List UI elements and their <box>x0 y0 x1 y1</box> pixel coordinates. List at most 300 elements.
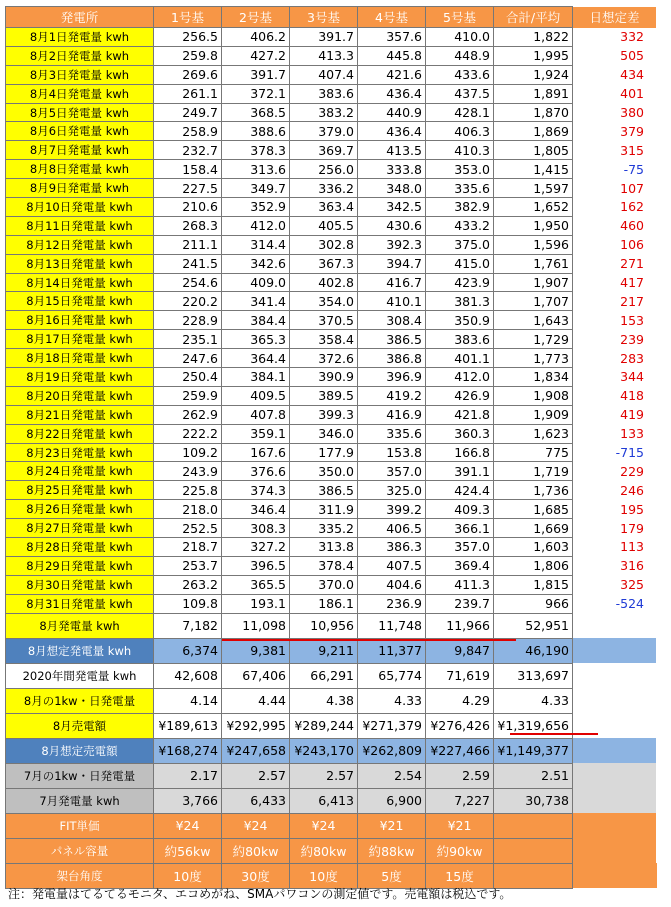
summary-label-cell[interactable]: 8月の1kw・日発電量 <box>6 688 154 713</box>
value-cell[interactable]: 409.3 <box>426 500 494 519</box>
value-cell[interactable]: 433.2 <box>426 216 494 235</box>
value-cell[interactable]: 333.8 <box>358 160 426 179</box>
value-cell[interactable]: 1,652 <box>494 198 573 217</box>
value-cell[interactable]: 1,597 <box>494 179 573 198</box>
value-cell[interactable]: 1,909 <box>494 405 573 424</box>
summary-value-cell[interactable]: 6,900 <box>358 788 426 813</box>
value-cell[interactable]: 241.5 <box>154 254 222 273</box>
value-cell[interactable]: 364.4 <box>222 349 290 368</box>
daily-diff-cell[interactable]: -75 <box>623 161 644 177</box>
summary-value-cell[interactable]: ¥243,170 <box>290 738 358 763</box>
value-cell[interactable]: 412.0 <box>426 368 494 387</box>
value-cell[interactable]: 391.7 <box>222 65 290 84</box>
value-cell[interactable]: 1,603 <box>494 538 573 557</box>
value-cell[interactable]: 177.9 <box>290 443 358 462</box>
value-cell[interactable]: 211.1 <box>154 235 222 254</box>
value-cell[interactable]: 247.6 <box>154 349 222 368</box>
summary-value-cell[interactable]: 4.33 <box>358 688 426 713</box>
row-label-cell[interactable]: 8月12日発電量 kwh <box>6 235 154 254</box>
value-cell[interactable]: 109.2 <box>154 443 222 462</box>
value-cell[interactable]: 1,806 <box>494 556 573 575</box>
row-label-cell[interactable]: 8月9日発電量 kwh <box>6 179 154 198</box>
value-cell[interactable]: 386.8 <box>358 349 426 368</box>
row-label-cell[interactable]: 8月18日発電量 kwh <box>6 349 154 368</box>
value-cell[interactable]: 369.7 <box>290 141 358 160</box>
value-cell[interactable]: 352.9 <box>222 198 290 217</box>
summary-value-cell[interactable]: 65,774 <box>358 663 426 688</box>
value-cell[interactable]: 423.9 <box>426 273 494 292</box>
summary-value-cell[interactable]: ¥21 <box>426 813 494 838</box>
value-cell[interactable]: 409.0 <box>222 273 290 292</box>
value-cell[interactable]: 369.4 <box>426 556 494 575</box>
value-cell[interactable]: 410.3 <box>426 141 494 160</box>
value-cell[interactable]: 353.0 <box>426 160 494 179</box>
value-cell[interactable]: 386.3 <box>358 538 426 557</box>
daily-diff-cell[interactable]: 179 <box>620 520 644 536</box>
value-cell[interactable]: 1,643 <box>494 311 573 330</box>
value-cell[interactable]: 325.0 <box>358 481 426 500</box>
value-cell[interactable]: 308.3 <box>222 519 290 538</box>
value-cell[interactable]: 349.7 <box>222 179 290 198</box>
value-cell[interactable]: 390.9 <box>290 368 358 387</box>
summary-value-cell[interactable]: ¥227,466 <box>426 738 494 763</box>
value-cell[interactable]: 350.0 <box>290 462 358 481</box>
value-cell[interactable]: 335.2 <box>290 519 358 538</box>
value-cell[interactable]: 350.9 <box>426 311 494 330</box>
value-cell[interactable]: 327.2 <box>222 538 290 557</box>
value-cell[interactable]: 376.6 <box>222 462 290 481</box>
row-label-cell[interactable]: 8月14日発電量 kwh <box>6 273 154 292</box>
value-cell[interactable]: 383.6 <box>290 84 358 103</box>
value-cell[interactable]: 384.1 <box>222 368 290 387</box>
row-label-cell[interactable]: 8月31日発電量 kwh <box>6 594 154 613</box>
value-cell[interactable]: 378.3 <box>222 141 290 160</box>
summary-value-cell[interactable]: 30,738 <box>494 788 573 813</box>
daily-diff-cell[interactable]: 419 <box>620 407 644 423</box>
row-label-cell[interactable]: 8月30日発電量 kwh <box>6 575 154 594</box>
value-cell[interactable]: 239.7 <box>426 594 494 613</box>
value-cell[interactable]: 1,834 <box>494 368 573 387</box>
summary-value-cell[interactable]: ¥262,809 <box>358 738 426 763</box>
value-cell[interactable]: 428.1 <box>426 103 494 122</box>
summary-value-cell[interactable]: 5度 <box>358 863 426 888</box>
value-cell[interactable]: 424.4 <box>426 481 494 500</box>
value-cell[interactable]: 368.5 <box>222 103 290 122</box>
value-cell[interactable]: 389.5 <box>290 386 358 405</box>
summary-value-cell[interactable]: 10度 <box>154 863 222 888</box>
daily-diff-cell[interactable]: 505 <box>620 48 644 64</box>
value-cell[interactable]: 1,815 <box>494 575 573 594</box>
value-cell[interactable]: 153.8 <box>358 443 426 462</box>
row-label-cell[interactable]: 8月23日発電量 kwh <box>6 443 154 462</box>
value-cell[interactable]: 249.7 <box>154 103 222 122</box>
value-cell[interactable]: 359.1 <box>222 424 290 443</box>
daily-diff-cell[interactable]: 380 <box>620 105 644 120</box>
value-cell[interactable]: 210.6 <box>154 198 222 217</box>
summary-value-cell[interactable]: 約90kw <box>426 838 494 863</box>
summary-value-cell[interactable]: ¥1,149,377 <box>494 738 573 763</box>
summary-value-cell[interactable] <box>494 813 573 838</box>
value-cell[interactable]: 1,729 <box>494 330 573 349</box>
value-cell[interactable]: 1,995 <box>494 46 573 65</box>
daily-diff-cell[interactable]: 246 <box>620 482 644 498</box>
row-label-cell[interactable]: 8月28日発電量 kwh <box>6 538 154 557</box>
summary-value-cell[interactable]: 66,291 <box>290 663 358 688</box>
value-cell[interactable]: 421.8 <box>426 405 494 424</box>
value-cell[interactable]: 413.5 <box>358 141 426 160</box>
value-cell[interactable]: 372.1 <box>222 84 290 103</box>
row-label-cell[interactable]: 8月11日発電量 kwh <box>6 216 154 235</box>
value-cell[interactable]: 1,761 <box>494 254 573 273</box>
value-cell[interactable]: 258.9 <box>154 122 222 141</box>
summary-value-cell[interactable]: ¥289,244 <box>290 713 358 738</box>
value-cell[interactable]: 383.2 <box>290 103 358 122</box>
value-cell[interactable]: 372.6 <box>290 349 358 368</box>
value-cell[interactable]: 427.2 <box>222 46 290 65</box>
value-cell[interactable]: 440.9 <box>358 103 426 122</box>
value-cell[interactable]: 448.9 <box>426 46 494 65</box>
value-cell[interactable]: 399.3 <box>290 405 358 424</box>
value-cell[interactable]: 437.5 <box>426 84 494 103</box>
daily-diff-cell[interactable]: 239 <box>620 331 644 347</box>
value-cell[interactable]: 1,907 <box>494 273 573 292</box>
value-cell[interactable]: 375.0 <box>426 235 494 254</box>
value-cell[interactable]: 966 <box>494 594 573 613</box>
value-cell[interactable]: 346.4 <box>222 500 290 519</box>
summary-value-cell[interactable]: ¥24 <box>154 813 222 838</box>
summary-value-cell[interactable]: 4.38 <box>290 688 358 713</box>
value-cell[interactable]: 193.1 <box>222 594 290 613</box>
value-cell[interactable]: 336.2 <box>290 179 358 198</box>
value-cell[interactable]: 256.0 <box>290 160 358 179</box>
daily-diff-cell[interactable]: 460 <box>620 218 644 234</box>
summary-value-cell[interactable]: 46,190 <box>494 638 573 663</box>
value-cell[interactable]: 1,719 <box>494 462 573 481</box>
summary-value-cell[interactable]: 6,433 <box>222 788 290 813</box>
value-cell[interactable]: 263.2 <box>154 575 222 594</box>
value-cell[interactable]: 227.5 <box>154 179 222 198</box>
row-label-cell[interactable]: 8月20日発電量 kwh <box>6 386 154 405</box>
daily-diff-cell[interactable]: 162 <box>620 199 644 215</box>
summary-value-cell[interactable]: 約80kw <box>222 838 290 863</box>
value-cell[interactable]: 220.2 <box>154 292 222 311</box>
value-cell[interactable]: 335.6 <box>358 424 426 443</box>
value-cell[interactable]: 218.0 <box>154 500 222 519</box>
row-label-cell[interactable]: 8月21日発電量 kwh <box>6 405 154 424</box>
summary-value-cell[interactable]: 42,608 <box>154 663 222 688</box>
value-cell[interactable]: 348.0 <box>358 179 426 198</box>
value-cell[interactable]: 411.3 <box>426 575 494 594</box>
value-cell[interactable]: 401.1 <box>426 349 494 368</box>
value-cell[interactable]: 1,950 <box>494 216 573 235</box>
value-cell[interactable]: 416.7 <box>358 273 426 292</box>
value-cell[interactable]: 186.1 <box>290 594 358 613</box>
row-label-cell[interactable]: 8月22日発電量 kwh <box>6 424 154 443</box>
summary-label-cell[interactable]: 8月発電量 kwh <box>6 613 154 638</box>
value-cell[interactable]: 357.0 <box>358 462 426 481</box>
value-cell[interactable]: 407.8 <box>222 405 290 424</box>
value-cell[interactable]: 379.0 <box>290 122 358 141</box>
daily-diff-cell[interactable]: 133 <box>620 426 644 442</box>
value-cell[interactable]: 402.8 <box>290 273 358 292</box>
value-cell[interactable]: 1,891 <box>494 84 573 103</box>
value-cell[interactable]: 378.4 <box>290 556 358 575</box>
daily-diff-cell[interactable]: 344 <box>620 369 644 385</box>
daily-diff-cell[interactable]: 332 <box>620 29 644 45</box>
value-cell[interactable]: 391.7 <box>290 28 358 47</box>
header-cell-total[interactable]: 合計/平均 <box>494 7 573 28</box>
value-cell[interactable]: 396.5 <box>222 556 290 575</box>
daily-diff-cell[interactable]: 229 <box>620 463 644 479</box>
value-cell[interactable]: 406.2 <box>222 28 290 47</box>
value-cell[interactable]: 232.7 <box>154 141 222 160</box>
header-cell-unit4[interactable]: 4号基 <box>358 7 426 28</box>
summary-label-cell[interactable]: 架台角度 <box>6 863 154 888</box>
summary-value-cell[interactable]: 4.14 <box>154 688 222 713</box>
summary-value-cell[interactable]: 4.33 <box>494 688 573 713</box>
value-cell[interactable]: 1,908 <box>494 386 573 405</box>
summary-value-cell[interactable]: 52,951 <box>494 613 573 638</box>
summary-value-cell[interactable]: ¥189,613 <box>154 713 222 738</box>
summary-value-cell[interactable]: ¥168,274 <box>154 738 222 763</box>
value-cell[interactable]: 1,869 <box>494 122 573 141</box>
row-label-cell[interactable]: 8月6日発電量 kwh <box>6 122 154 141</box>
summary-value-cell[interactable]: 2.54 <box>358 763 426 788</box>
value-cell[interactable]: 396.9 <box>358 368 426 387</box>
value-cell[interactable]: 313.6 <box>222 160 290 179</box>
header-cell-station[interactable]: 発電所 <box>6 7 154 28</box>
summary-value-cell[interactable]: 4.44 <box>222 688 290 713</box>
row-label-cell[interactable]: 8月24日発電量 kwh <box>6 462 154 481</box>
value-cell[interactable]: 252.5 <box>154 519 222 538</box>
summary-value-cell[interactable]: ¥24 <box>290 813 358 838</box>
value-cell[interactable]: 269.6 <box>154 65 222 84</box>
summary-value-cell[interactable]: 2.51 <box>494 763 573 788</box>
value-cell[interactable]: 311.9 <box>290 500 358 519</box>
summary-value-cell[interactable]: 11,966 <box>426 613 494 638</box>
value-cell[interactable]: 381.3 <box>426 292 494 311</box>
value-cell[interactable]: 259.8 <box>154 46 222 65</box>
value-cell[interactable]: 302.8 <box>290 235 358 254</box>
summary-value-cell[interactable]: 10,956 <box>290 613 358 638</box>
summary-value-cell[interactable]: 10度 <box>290 863 358 888</box>
summary-value-cell[interactable]: 約56kw <box>154 838 222 863</box>
daily-diff-cell[interactable]: 217 <box>620 293 644 309</box>
row-label-cell[interactable]: 8月15日発電量 kwh <box>6 292 154 311</box>
summary-label-cell[interactable]: 7月の1kw・日発電量 <box>6 763 154 788</box>
summary-value-cell[interactable]: 7,227 <box>426 788 494 813</box>
summary-value-cell[interactable]: 約80kw <box>290 838 358 863</box>
value-cell[interactable]: 399.2 <box>358 500 426 519</box>
summary-value-cell[interactable]: 2.17 <box>154 763 222 788</box>
summary-value-cell[interactable]: 30度 <box>222 863 290 888</box>
row-label-cell[interactable]: 8月3日発電量 kwh <box>6 65 154 84</box>
value-cell[interactable]: 335.6 <box>426 179 494 198</box>
daily-diff-cell[interactable]: 325 <box>620 577 644 593</box>
value-cell[interactable]: 416.9 <box>358 405 426 424</box>
value-cell[interactable]: 383.6 <box>426 330 494 349</box>
value-cell[interactable]: 308.4 <box>358 311 426 330</box>
summary-value-cell[interactable]: 9,847 <box>426 638 494 663</box>
value-cell[interactable]: 436.4 <box>358 84 426 103</box>
value-cell[interactable]: 363.4 <box>290 198 358 217</box>
value-cell[interactable]: 167.6 <box>222 443 290 462</box>
value-cell[interactable]: 405.5 <box>290 216 358 235</box>
value-cell[interactable]: 235.1 <box>154 330 222 349</box>
daily-diff-cell[interactable]: 316 <box>620 558 644 574</box>
row-label-cell[interactable]: 8月26日発電量 kwh <box>6 500 154 519</box>
value-cell[interactable]: 367.3 <box>290 254 358 273</box>
value-cell[interactable]: 406.5 <box>358 519 426 538</box>
value-cell[interactable]: 346.0 <box>290 424 358 443</box>
row-label-cell[interactable]: 8月16日発電量 kwh <box>6 311 154 330</box>
summary-value-cell[interactable]: 2.57 <box>290 763 358 788</box>
summary-value-cell[interactable]: 3,766 <box>154 788 222 813</box>
value-cell[interactable]: 382.9 <box>426 198 494 217</box>
value-cell[interactable]: 412.0 <box>222 216 290 235</box>
value-cell[interactable]: 384.4 <box>222 311 290 330</box>
summary-value-cell[interactable]: 11,748 <box>358 613 426 638</box>
value-cell[interactable]: 365.3 <box>222 330 290 349</box>
summary-value-cell[interactable]: 2.59 <box>426 763 494 788</box>
header-cell-daily-diff[interactable]: 日想定差 <box>573 7 657 28</box>
value-cell[interactable]: 386.5 <box>358 330 426 349</box>
summary-value-cell[interactable]: 約88kw <box>358 838 426 863</box>
value-cell[interactable]: 1,669 <box>494 519 573 538</box>
daily-diff-cell[interactable]: -524 <box>615 596 644 612</box>
value-cell[interactable]: 1,596 <box>494 235 573 254</box>
row-label-cell[interactable]: 8月4日発電量 kwh <box>6 84 154 103</box>
value-cell[interactable]: 314.4 <box>222 235 290 254</box>
value-cell[interactable]: 1,773 <box>494 349 573 368</box>
row-label-cell[interactable]: 8月8日発電量 kwh <box>6 160 154 179</box>
daily-diff-cell[interactable]: 195 <box>620 501 644 517</box>
summary-value-cell[interactable]: ¥276,426 <box>426 713 494 738</box>
value-cell[interactable]: 228.9 <box>154 311 222 330</box>
value-cell[interactable]: 259.9 <box>154 386 222 405</box>
summary-label-cell[interactable]: パネル容量 <box>6 838 154 863</box>
value-cell[interactable]: 236.9 <box>358 594 426 613</box>
summary-value-cell[interactable]: ¥21 <box>358 813 426 838</box>
summary-label-cell[interactable]: FIT単価 <box>6 813 154 838</box>
summary-value-cell[interactable]: 9,381 <box>222 638 290 663</box>
value-cell[interactable]: 370.0 <box>290 575 358 594</box>
value-cell[interactable]: 775 <box>494 443 573 462</box>
daily-diff-cell[interactable]: 315 <box>620 142 644 158</box>
daily-diff-cell[interactable]: 107 <box>620 180 644 196</box>
row-label-cell[interactable]: 8月19日発電量 kwh <box>6 368 154 387</box>
value-cell[interactable]: 410.1 <box>358 292 426 311</box>
value-cell[interactable]: 426.9 <box>426 386 494 405</box>
value-cell[interactable]: 365.5 <box>222 575 290 594</box>
value-cell[interactable]: 1,736 <box>494 481 573 500</box>
value-cell[interactable]: 360.3 <box>426 424 494 443</box>
summary-label-cell[interactable]: 8月想定発電量 kwh <box>6 638 154 663</box>
value-cell[interactable]: 391.1 <box>426 462 494 481</box>
value-cell[interactable]: 253.7 <box>154 556 222 575</box>
value-cell[interactable]: 374.3 <box>222 481 290 500</box>
summary-value-cell[interactable]: 71,619 <box>426 663 494 688</box>
daily-diff-cell[interactable]: 271 <box>620 256 644 272</box>
summary-value-cell[interactable]: ¥247,658 <box>222 738 290 763</box>
value-cell[interactable]: 342.6 <box>222 254 290 273</box>
value-cell[interactable]: 1,415 <box>494 160 573 179</box>
header-cell-unit1[interactable]: 1号基 <box>154 7 222 28</box>
row-label-cell[interactable]: 8月5日発電量 kwh <box>6 103 154 122</box>
header-cell-unit2[interactable]: 2号基 <box>222 7 290 28</box>
daily-diff-cell[interactable]: 113 <box>620 539 644 555</box>
value-cell[interactable]: 1,924 <box>494 65 573 84</box>
value-cell[interactable]: 407.4 <box>290 65 358 84</box>
value-cell[interactable]: 386.5 <box>290 481 358 500</box>
value-cell[interactable]: 243.9 <box>154 462 222 481</box>
value-cell[interactable]: 250.4 <box>154 368 222 387</box>
summary-value-cell[interactable]: 67,406 <box>222 663 290 688</box>
summary-value-cell[interactable]: 6,413 <box>290 788 358 813</box>
value-cell[interactable]: 413.3 <box>290 46 358 65</box>
value-cell[interactable]: 366.1 <box>426 519 494 538</box>
value-cell[interactable]: 1,870 <box>494 103 573 122</box>
row-label-cell[interactable]: 8月25日発電量 kwh <box>6 481 154 500</box>
value-cell[interactable]: 409.5 <box>222 386 290 405</box>
value-cell[interactable]: 436.4 <box>358 122 426 141</box>
daily-diff-cell[interactable]: 153 <box>620 312 644 328</box>
value-cell[interactable]: 109.8 <box>154 594 222 613</box>
summary-value-cell[interactable]: ¥271,379 <box>358 713 426 738</box>
summary-value-cell[interactable]: 15度 <box>426 863 494 888</box>
header-cell-unit3[interactable]: 3号基 <box>290 7 358 28</box>
summary-value-cell[interactable]: 11,098 <box>222 613 290 638</box>
summary-value-cell[interactable] <box>494 838 573 863</box>
value-cell[interactable]: 433.6 <box>426 65 494 84</box>
row-label-cell[interactable]: 8月27日発電量 kwh <box>6 519 154 538</box>
summary-value-cell[interactable]: 2.57 <box>222 763 290 788</box>
daily-diff-cell[interactable]: 379 <box>620 123 644 139</box>
value-cell[interactable]: 404.6 <box>358 575 426 594</box>
value-cell[interactable]: 388.6 <box>222 122 290 141</box>
value-cell[interactable]: 218.7 <box>154 538 222 557</box>
value-cell[interactable]: 392.3 <box>358 235 426 254</box>
value-cell[interactable]: 1,685 <box>494 500 573 519</box>
value-cell[interactable]: 358.4 <box>290 330 358 349</box>
value-cell[interactable]: 225.8 <box>154 481 222 500</box>
daily-diff-cell[interactable]: 417 <box>620 275 644 291</box>
value-cell[interactable]: 262.9 <box>154 405 222 424</box>
value-cell[interactable]: 1,707 <box>494 292 573 311</box>
summary-label-cell[interactable]: 8月想定売電額 <box>6 738 154 763</box>
header-cell-unit5[interactable]: 5号基 <box>426 7 494 28</box>
summary-label-cell[interactable]: 8月売電額 <box>6 713 154 738</box>
value-cell[interactable]: 445.8 <box>358 46 426 65</box>
row-label-cell[interactable]: 8月13日発電量 kwh <box>6 254 154 273</box>
summary-value-cell[interactable]: ¥24 <box>222 813 290 838</box>
value-cell[interactable]: 357.6 <box>358 28 426 47</box>
row-label-cell[interactable]: 8月7日発電量 kwh <box>6 141 154 160</box>
value-cell[interactable]: 415.0 <box>426 254 494 273</box>
summary-value-cell[interactable]: 7,182 <box>154 613 222 638</box>
value-cell[interactable]: 419.2 <box>358 386 426 405</box>
value-cell[interactable]: 256.5 <box>154 28 222 47</box>
value-cell[interactable]: 354.0 <box>290 292 358 311</box>
value-cell[interactable]: 430.6 <box>358 216 426 235</box>
value-cell[interactable]: 166.8 <box>426 443 494 462</box>
value-cell[interactable]: 1,822 <box>494 28 573 47</box>
daily-diff-cell[interactable]: 106 <box>620 237 644 253</box>
value-cell[interactable]: 341.4 <box>222 292 290 311</box>
summary-value-cell[interactable]: ¥292,995 <box>222 713 290 738</box>
summary-label-cell[interactable]: 7月発電量 kwh <box>6 788 154 813</box>
value-cell[interactable]: 313.8 <box>290 538 358 557</box>
